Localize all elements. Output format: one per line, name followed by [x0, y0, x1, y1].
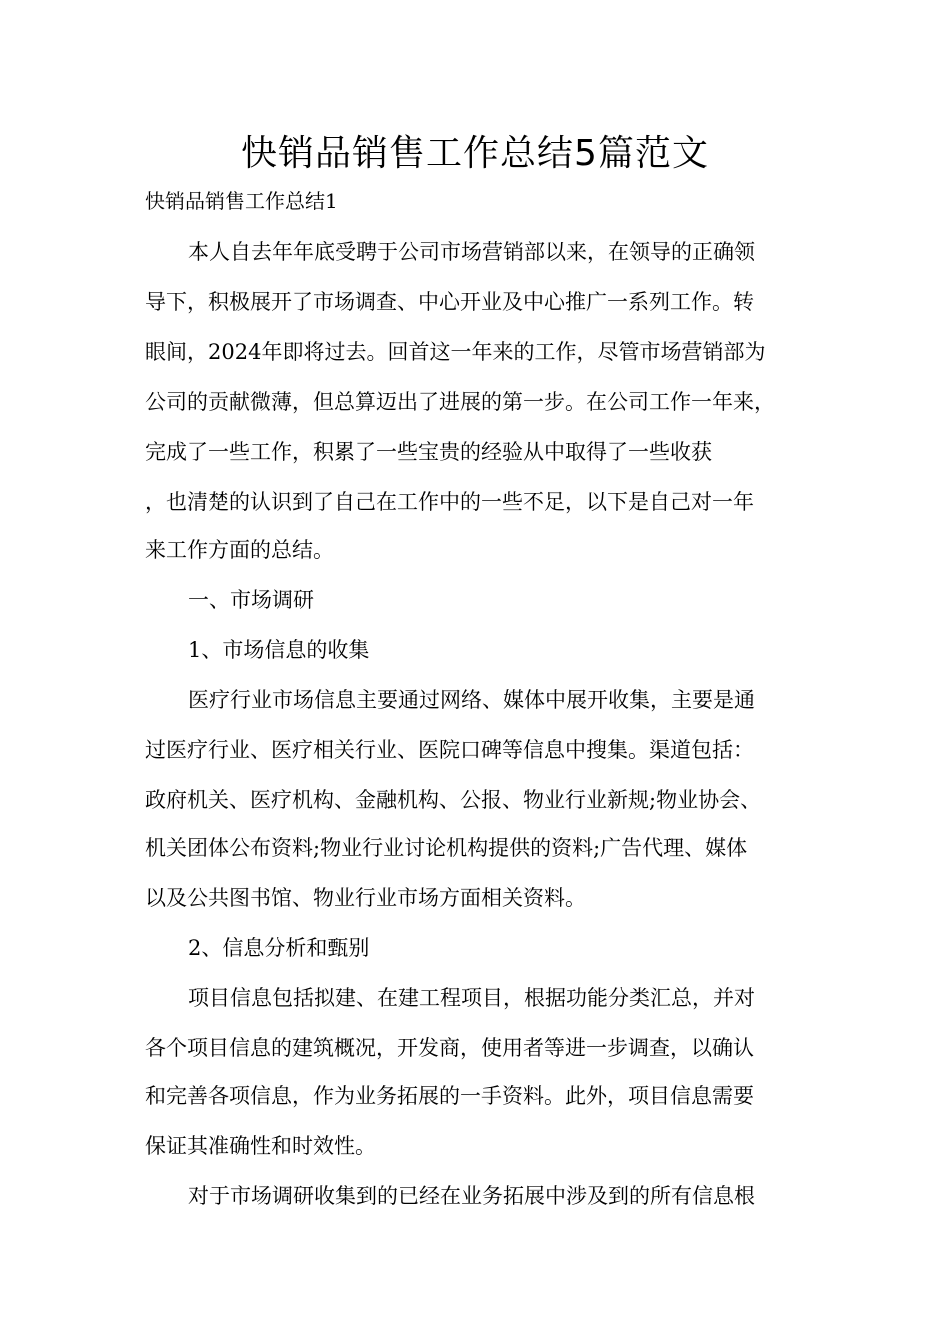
body-line: 对于市场调研收集到的已经在业务拓展中涉及到的所有信息根 — [188, 1184, 755, 1208]
body-line: 机关团体公布资料;物业行业讨论机构提供的资料;广告代理、媒体 — [145, 836, 748, 860]
body-line: 医疗行业市场信息主要通过网络、媒体中展开收集，主要是通 — [188, 688, 755, 712]
section-heading: 一、市场调研 — [188, 588, 314, 612]
body-line: 以及公共图书馆、物业行业市场方面相关资料。 — [145, 886, 586, 910]
body-line: ，也清楚的认识到了自己在工作中的一些不足，以下是自己对一年 — [145, 490, 754, 514]
body-line: 来工作方面的总结。 — [145, 538, 334, 562]
body-line: 导下，积极展开了市场调查、中心开业及中心推广一系列工作。转 — [145, 290, 754, 314]
subsection-heading: 2、信息分析和甄别 — [188, 936, 370, 960]
subsection-heading: 1、市场信息的收集 — [188, 638, 370, 662]
body-line: 各个项目信息的建筑概况，开发商，使用者等进一步调查，以确认 — [145, 1036, 754, 1060]
body-line: 完成了一些工作，积累了一些宝贵的经验从中取得了一些收获 — [145, 440, 712, 464]
section-subtitle: 快销品销售工作总结1 — [145, 189, 338, 213]
body-line: 政府机关、医疗机构、金融机构、公报、物业行业新规;物业协会、 — [145, 788, 762, 812]
document-title: 快销品销售工作总结5篇范文 — [241, 133, 709, 174]
body-line: 和完善各项信息，作为业务拓展的一手资料。此外，项目信息需要 — [145, 1084, 754, 1108]
body-line: 本人自去年年底受聘于公司市场营销部以来，在领导的正确领 — [188, 240, 755, 264]
body-line: 公司的贡献微薄，但总算迈出了进展的第一步。在公司工作一年来， — [145, 390, 775, 414]
body-line: 项目信息包括拟建、在建工程项目，根据功能分类汇总，并对 — [188, 986, 755, 1010]
body-line: 保证其准确性和时效性。 — [145, 1134, 376, 1158]
body-line: 过医疗行业、医疗相关行业、医院口碑等信息中搜集。渠道包括： — [145, 738, 754, 762]
body-line: 眼间，2024年即将过去。回首这一年来的工作，尽管市场营销部为 — [145, 340, 766, 364]
